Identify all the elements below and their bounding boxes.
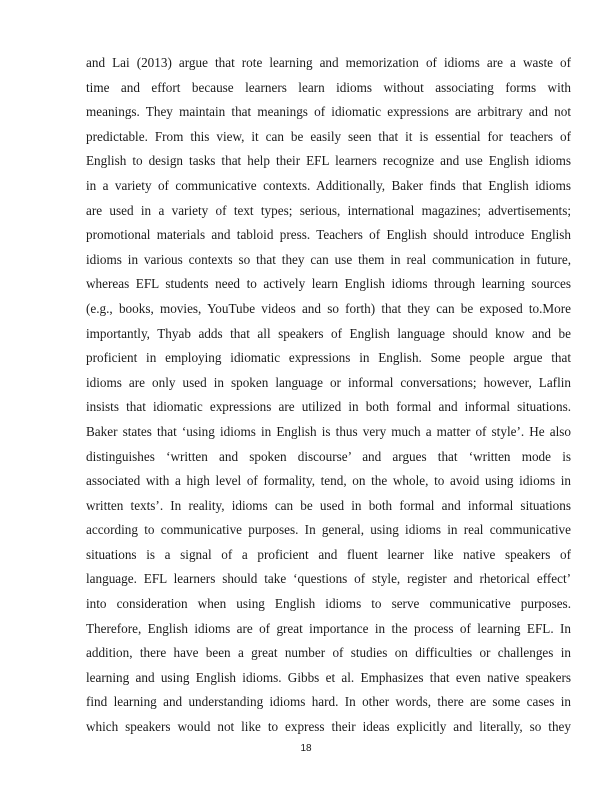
text-line: addition, there have been a great number of studies on difficulties or challenges in <box>86 645 571 661</box>
text-line: (e.g., books, movies, YouTube videos and so forth) that they can be exposed to.More <box>86 300 571 316</box>
text-line: proficient in employing idiomatic expressions in English. Some people argue that <box>86 350 571 366</box>
text-line: importantly, Thyab adds that all speakers of English language should know and be <box>86 325 571 341</box>
text-line: idioms in various contexts so that they can use them in real communication in future, <box>86 251 571 267</box>
text-line: written texts’. In reality, idioms can be used in both formal and informal situations <box>86 497 571 513</box>
text-line: whereas EFL students need to actively learn English idioms through learning sources <box>86 276 571 292</box>
text-line: distinguishes ‘written and spoken discourse’ and argues that ‘written mode is <box>86 448 571 464</box>
text-line: and Lai (2013) argue that rote learning and memorization of idioms are a waste of <box>86 55 571 70</box>
text-line: into consideration when using English idioms to serve communicative purposes. <box>86 596 571 612</box>
text-line: meanings. They maintain that meanings of idiomatic expressions are arbitrary and not <box>86 104 571 120</box>
text-line: in a variety of communicative contexts. Additionally, Baker finds that English idioms <box>86 177 571 193</box>
text-line: associated with a high level of formality, tend, on the whole, to avoid using idioms in <box>86 473 571 489</box>
text-line: according to communicative purposes. In general, using idioms in real communicative <box>86 522 571 538</box>
text-line: promotional materials and tabloid press. Teachers of English should introduce English <box>86 227 571 243</box>
page-number: 18 <box>300 743 312 754</box>
text-line: which speakers would not like to express their ideas explicitly and literally, so they <box>86 719 571 735</box>
body-paragraph <box>86 51 571 740</box>
text-line: English to design tasks that help their EFL learners recognize and use English idioms <box>86 153 571 169</box>
text-line: Baker states that ‘using idioms in English is thus very much a matter of style’. He also <box>86 423 571 439</box>
text-line: Therefore, English idioms are of great importance in the process of learning EFL. In <box>86 620 571 636</box>
text-line: are used in a variety of text types; serious, international magazines; advertisements; <box>86 202 571 218</box>
text-line: insists that idiomatic expressions are utilized in both formal and informal situations. <box>86 399 571 415</box>
text-line: find learning and understanding idioms hard. In other words, there are some cases in <box>86 694 571 710</box>
text-line: predictable. From this view, it can be easily seen that it is essential for teachers of <box>86 128 571 144</box>
text-line: learning and using English idioms. Gibbs et al. Emphasizes that even native speakers <box>86 669 571 685</box>
text-line: idioms are only used in spoken language or informal conversations; however, Laflin <box>86 374 571 390</box>
text-line: time and effort because learners learn idioms without associating forms with <box>86 79 571 95</box>
text-line: language. EFL learners should take ‘questions of style, register and rhetorical effect’ <box>86 571 571 587</box>
text-line: situations is a signal of a proficient and fluent learner like native speakers of <box>86 546 571 562</box>
